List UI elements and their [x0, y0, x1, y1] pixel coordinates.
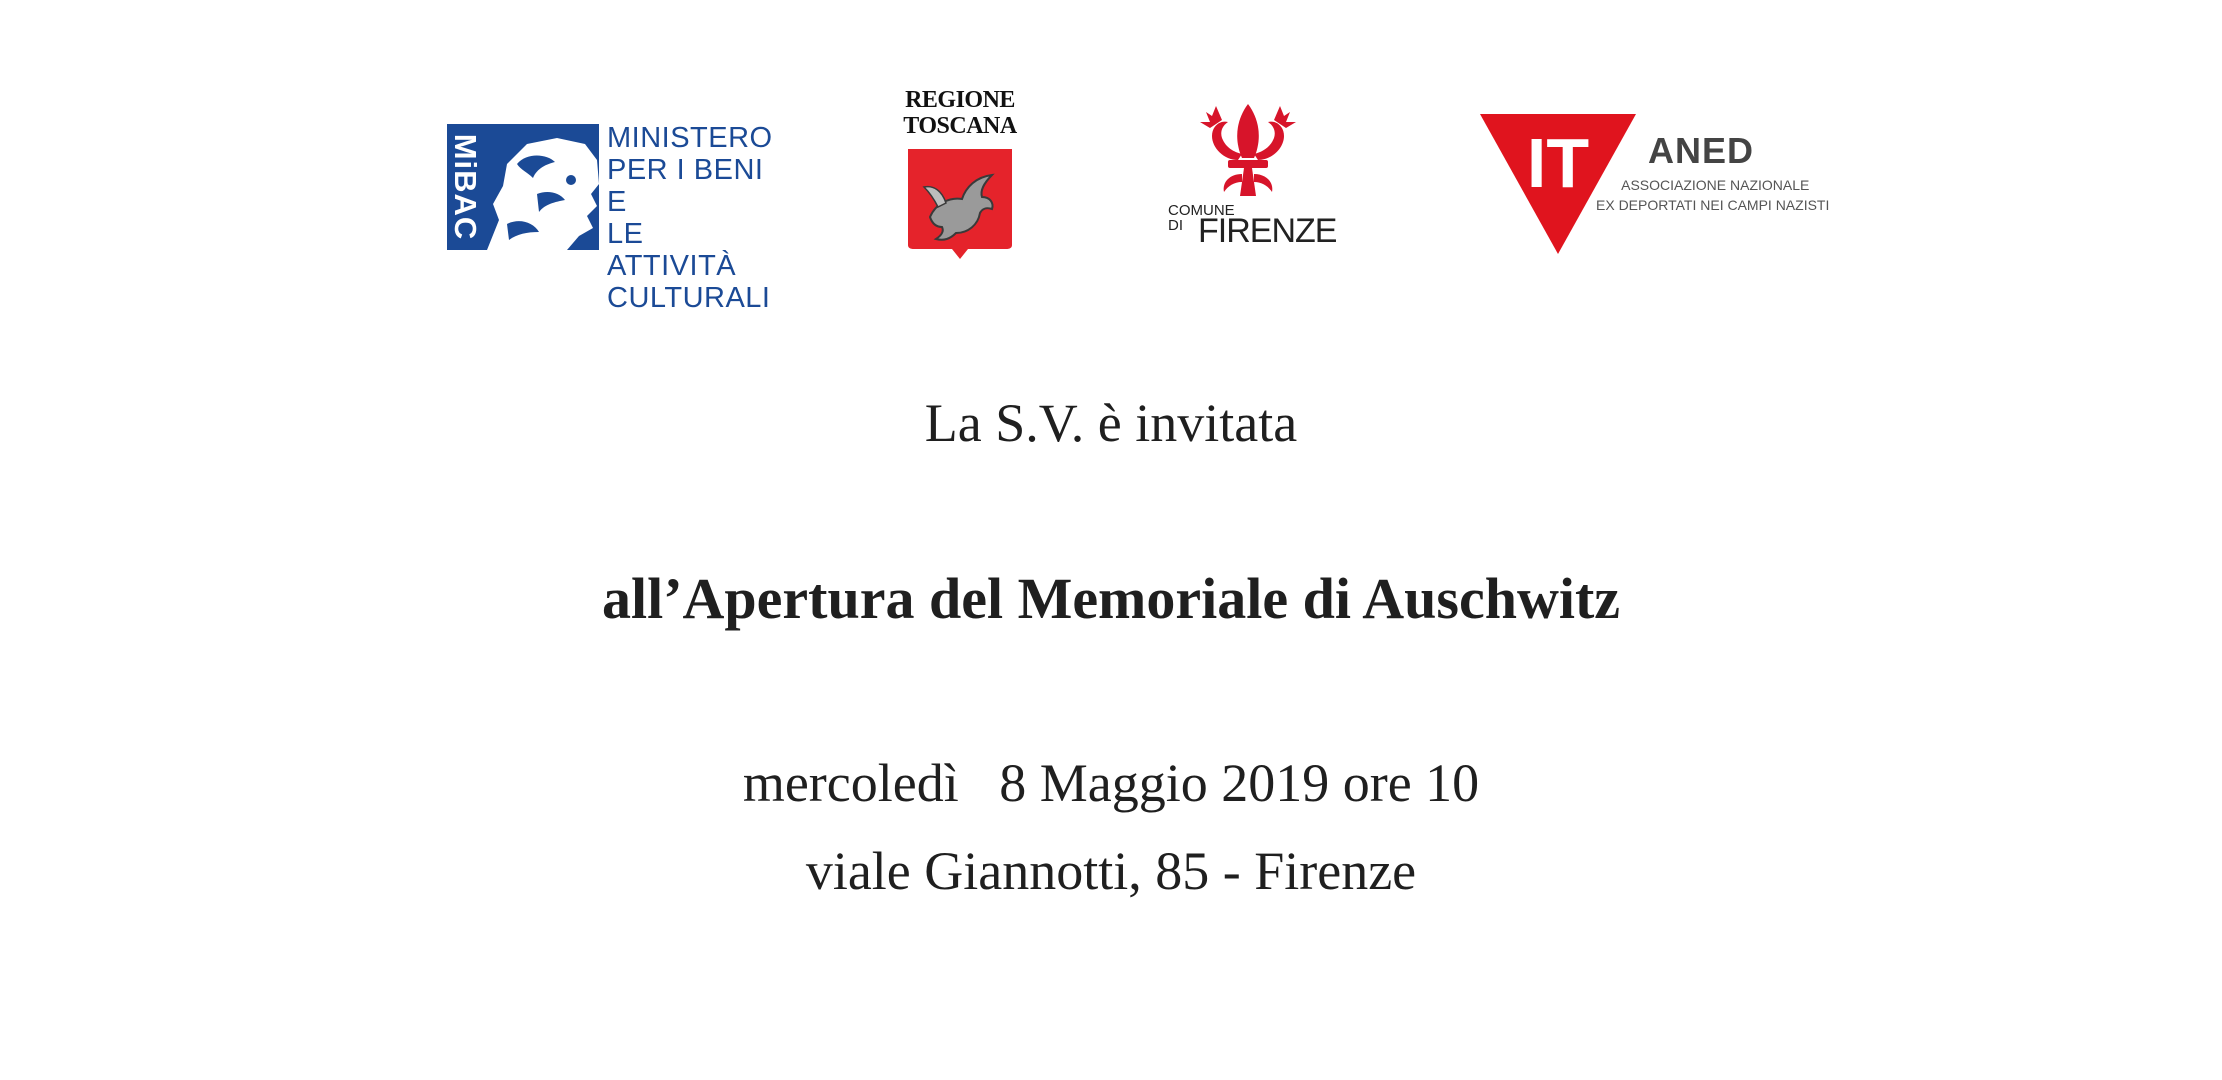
- firenze-di-label: DI: [1168, 217, 1183, 234]
- aned-name: ANED: [1648, 130, 1755, 171]
- regione-toscana-logo: [900, 87, 1020, 267]
- event-date: mercoledì 8 Maggio 2019 ore 10: [742, 753, 1480, 813]
- aned-logo: [1478, 112, 1830, 262]
- mibac-logo: [447, 122, 773, 314]
- mibac-ministry-name: [607, 122, 773, 314]
- firenze-name: FIRENZE: [1198, 212, 1337, 250]
- event-title: all’Apertura del Memoriale di Auschwitz: [601, 566, 1621, 631]
- mibac-line: CULTURALI: [607, 282, 771, 314]
- comune-firenze-logo: [1160, 100, 1335, 260]
- florence-lily-icon: [1160, 100, 1335, 210]
- aned-subtitle: [1596, 175, 1829, 215]
- pegasus-shield-icon: [906, 147, 1014, 261]
- toscana-line: REGIONE: [905, 87, 1015, 113]
- firenze-comune-label: COMUNE: [1168, 202, 1235, 219]
- event-address: viale Giannotti, 85 - Firenze: [805, 841, 1417, 901]
- aned-subtitle-line: ASSOCIAZIONE NAZIONALE: [1621, 177, 1810, 193]
- aned-subtitle-line: EX DEPORTATI NEI CAMPI NAZISTI: [1596, 197, 1830, 213]
- mibac-line: LE ATTIVITÀ: [607, 218, 737, 282]
- mibac-vertical-label: MiBAC: [448, 133, 483, 241]
- mibac-line: MINISTERO: [607, 122, 773, 154]
- invitation-heading: La S.V. è invitata: [924, 393, 1298, 453]
- mibac-line: PER I BENI E: [607, 154, 764, 218]
- aned-triangle-text: IT: [1526, 124, 1590, 202]
- toscana-line: TOSCANA: [903, 113, 1017, 139]
